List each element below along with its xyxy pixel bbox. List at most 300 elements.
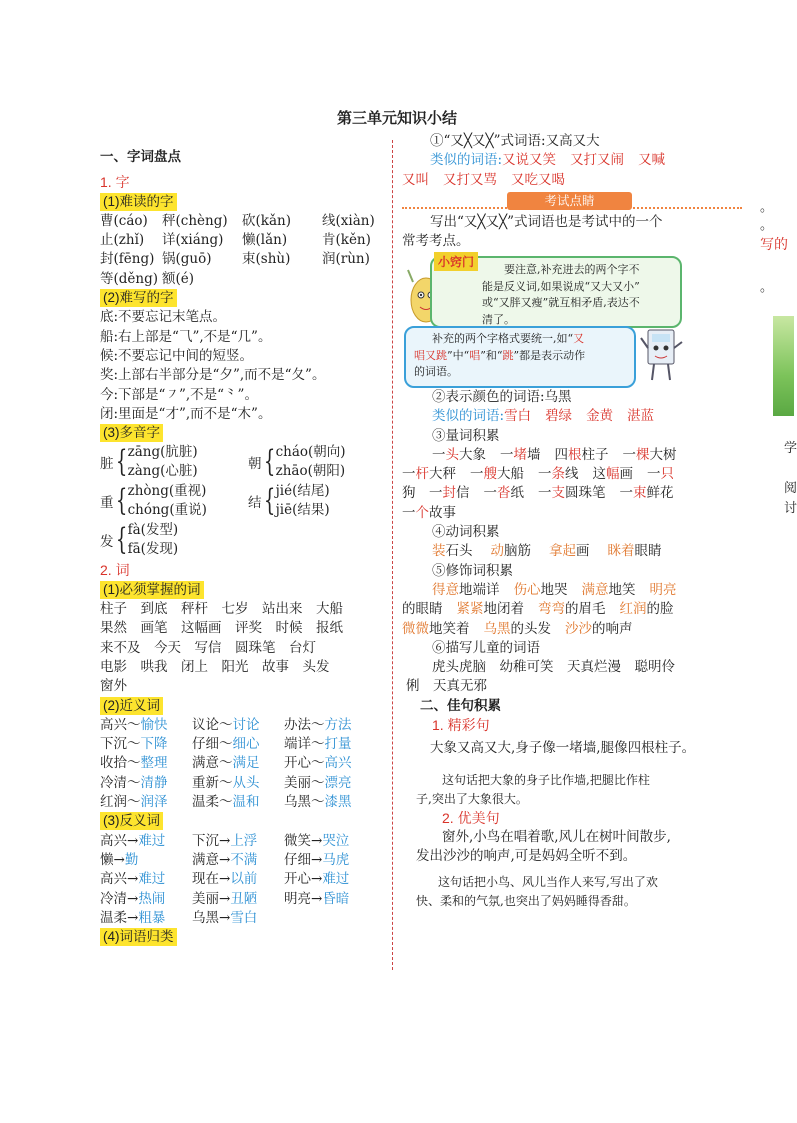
- word: 地笑: [608, 581, 636, 598]
- leisi-line: [402, 151, 742, 170]
- jinyi-list: [100, 716, 385, 812]
- right-column: [402, 132, 742, 190]
- char-item: 秤(chèng): [162, 212, 228, 229]
- fanyi-row: [100, 909, 385, 928]
- jinyi-pair: [192, 774, 284, 793]
- left-column: [100, 148, 385, 947]
- fanyi-row: [100, 851, 385, 870]
- duoyin-char: 朝: [248, 456, 262, 473]
- fanyi-pair: [284, 890, 374, 909]
- modifier: 沙沙: [565, 620, 592, 637]
- verb: 装: [432, 543, 446, 560]
- word: 微笑→: [284, 832, 323, 849]
- word: 昏暗: [322, 890, 350, 907]
- fanyi-row: [100, 870, 385, 889]
- jinyi-pair: [284, 716, 374, 735]
- word: 美丽～: [284, 774, 325, 791]
- word: 地闭着: [483, 601, 524, 618]
- word: 鲜花: [646, 485, 674, 502]
- word: 画: [576, 543, 590, 560]
- fanyi-pair: [100, 832, 192, 851]
- tip1-line: 或“又胖又瘦”就互相矛盾,表达不: [482, 296, 640, 309]
- char-item: 封(fēng): [100, 251, 155, 268]
- kaodian-line: 常考考点。: [402, 233, 470, 250]
- word: 下沉～: [100, 736, 141, 753]
- xiushi-row: [402, 600, 742, 619]
- word: 办法～: [284, 716, 325, 733]
- tip2-text: [406, 328, 634, 381]
- duoyin-block: [100, 443, 385, 561]
- jinyi-pair: [284, 754, 374, 773]
- word: 满足: [232, 755, 260, 772]
- bixu-row: 果然 画笔 这幅画 评奖 时候 报纸: [100, 620, 343, 637]
- fanyi-pair: [192, 870, 284, 889]
- verb: 眯着: [607, 543, 635, 560]
- word: 开心→: [284, 871, 323, 888]
- word: 哭泣: [322, 832, 350, 849]
- word: 下降: [140, 736, 168, 753]
- word: 的眼睛: [402, 601, 443, 618]
- word: 大树: [649, 446, 677, 463]
- modifier: 紧紧: [456, 601, 484, 618]
- word: 乌黑～: [284, 794, 325, 811]
- jinyi-pair: [192, 735, 284, 754]
- word: 地哭: [540, 581, 568, 598]
- word: 难过: [138, 871, 166, 888]
- word: 漆黑: [324, 794, 352, 811]
- word: 又喊: [638, 152, 666, 169]
- word: 一: [538, 485, 552, 502]
- edge-fragment: 。: [760, 200, 774, 215]
- fanyi-pair: [100, 909, 192, 928]
- word: 端详～: [284, 736, 325, 753]
- word: 一: [402, 466, 416, 483]
- jinyi-pair: [284, 735, 374, 754]
- measure-word: 根: [568, 446, 582, 463]
- word: 碧绿: [545, 408, 573, 425]
- word: 眼睛: [634, 543, 662, 560]
- word: 画: [619, 466, 633, 483]
- word: 又叫: [402, 171, 429, 188]
- word: 粗暴: [138, 909, 166, 926]
- word: 纸: [510, 485, 524, 502]
- measure-word: 堵: [513, 446, 527, 463]
- tip2-part: 补充的两个字格式要统一,如“: [432, 332, 574, 345]
- duoyin-jie: 结 { jié(结尾) jiē(结果): [248, 483, 330, 519]
- char-item: 肯(kěn): [322, 232, 371, 249]
- section-heading: 一、字词盘点: [100, 149, 181, 165]
- jcj-note: 子,突出了大象很大。: [416, 791, 528, 806]
- duoyin-reading: jié(结尾): [275, 483, 330, 500]
- fanyi-pair: [100, 890, 192, 909]
- ymj-note: 这句话把小鸟、风儿当作人来写,写出了欢: [438, 874, 658, 889]
- ymj-text: 发出沙沙的响声,可是妈妈全听不到。: [416, 848, 637, 865]
- label-duoyin: (3)多音字: [100, 424, 163, 442]
- duoyin-reading: zàng(心脏): [127, 463, 198, 480]
- word: 难过: [138, 832, 166, 849]
- word: 大象: [459, 446, 486, 463]
- word: 高兴: [324, 755, 352, 772]
- section-heading: 二、佳句积累: [420, 697, 501, 714]
- duoyin-char: 结: [248, 495, 262, 512]
- measure-word: 个: [415, 504, 429, 521]
- ertong-heading: ⑥描写儿童的词语: [432, 639, 540, 656]
- word: 明亮→: [284, 890, 323, 907]
- edge-fragment: 阅: [784, 481, 797, 496]
- word: 又吃又喝: [511, 171, 565, 188]
- duoyin-char: 发: [100, 534, 114, 551]
- word: 的头发: [510, 620, 551, 637]
- fanyi-list: [100, 832, 385, 928]
- word: 懒→: [100, 851, 125, 868]
- yanse-similar: [402, 407, 742, 426]
- word: 高兴→: [100, 832, 139, 849]
- jinyi-pair: [284, 793, 374, 812]
- char-item: 润(rùn): [322, 251, 370, 268]
- duoyin-char: 脏: [100, 456, 114, 473]
- label-bixu: (1)必须掌握的词: [100, 581, 204, 599]
- measure-word: 艘: [483, 466, 497, 483]
- word: 一: [619, 485, 633, 502]
- measure-word: 棵: [636, 446, 650, 463]
- word: 清静: [140, 774, 168, 791]
- jinyi-pair: [100, 774, 192, 793]
- measure-word: 条: [551, 466, 565, 483]
- word: 温柔→: [100, 909, 139, 926]
- nanxie-item: 今:下部是“㇇”,不是“⺀”。: [100, 386, 258, 403]
- subsection-heading: 1. 精彩句: [432, 717, 490, 734]
- word: 一: [432, 446, 446, 463]
- jinyi-pair: [100, 793, 192, 812]
- jcj-note: 这句话把大象的身子比作墙,把腿比作柱: [442, 772, 650, 787]
- char-item: 额(é): [162, 270, 195, 287]
- measure-word: 支: [551, 485, 565, 502]
- ymj-text: 窗外,小鸟在唱着歌,风儿在树叶间散步,: [442, 828, 671, 845]
- kaodian-text: [402, 213, 742, 252]
- nanxie-item: 候:不要忘记中间的短竖。: [100, 347, 254, 364]
- kaodian-tag: 考试点睛: [507, 192, 632, 210]
- edge-fragment: 讨: [784, 501, 797, 516]
- tip2-part: 唱又跳: [414, 348, 447, 362]
- edge-image: [773, 316, 794, 416]
- xiushi-list: [402, 581, 742, 639]
- nanxie-item: 底:不要忘记末笔点。: [100, 309, 227, 326]
- liangci-list: [402, 446, 742, 523]
- measure-word: 沓: [497, 485, 511, 502]
- label-jinyi: (2)近义词: [100, 697, 163, 715]
- modifier: 乌黑: [483, 620, 511, 637]
- measure-word: 束: [633, 485, 647, 502]
- char-item: 详(xiáng): [162, 232, 224, 249]
- modifier: 明亮: [649, 581, 677, 598]
- bixu-row: 窗外: [100, 678, 127, 695]
- word: 高兴→: [100, 871, 139, 888]
- word: 冷清～: [100, 774, 141, 791]
- word: 热闹: [138, 890, 166, 907]
- nanxie-item: 闭:里面是“才”,而不是“木”。: [100, 405, 272, 422]
- tip2-part: 又: [573, 332, 585, 345]
- word: 金黄: [586, 408, 614, 425]
- tip-box-2: [404, 326, 636, 388]
- word: 地笑着: [429, 620, 470, 637]
- yanse-line: ②表示颜色的词语:乌黑: [432, 389, 572, 405]
- duoyin-reading: zhòng(重视): [127, 483, 207, 500]
- jinyi-row: [100, 793, 385, 812]
- liangci-row: [402, 465, 742, 484]
- duoyin-zang: 脏 { zāng(肮脏) zàng(心脏): [100, 444, 198, 480]
- kaodian-line: 写出“又╳又╳”式词语也是考试中的一个: [430, 214, 663, 230]
- duoyin-chao: 朝 { cháo(朝向) zhāo(朝阳): [248, 444, 346, 480]
- fanyi-pair: [192, 832, 284, 851]
- word: 脑筋: [504, 543, 531, 560]
- nanxie-item: 奖:上部右半部分是“夕”,而不是“夂”。: [100, 367, 326, 384]
- book-character-icon: [640, 326, 684, 384]
- jcj-text: 大象又高又大,身子像一堵墙,腿像四根柱子。: [430, 740, 696, 757]
- tip2-part: 的词语。: [414, 365, 458, 378]
- ertong-line: 俐 天真无邪: [406, 678, 487, 695]
- word: 地端详: [459, 581, 500, 598]
- word: 雪白: [230, 909, 258, 926]
- duoyin-reading: zāng(肮脏): [127, 444, 198, 461]
- yanse-label: 类似的词语:: [432, 408, 505, 425]
- word: 狗 一: [402, 485, 443, 502]
- word: 故事: [429, 504, 456, 521]
- fanyi-pair: [192, 909, 284, 928]
- word: 满意～: [192, 755, 233, 772]
- word: 这: [592, 466, 606, 483]
- duoyin-reading: fà(发型): [127, 522, 179, 539]
- liangci-row: [402, 484, 742, 503]
- word: 信: [456, 485, 470, 502]
- char-item: 线(xiàn): [322, 212, 375, 229]
- word: 大船: [497, 466, 524, 483]
- jinyi-row: [100, 716, 385, 735]
- word: 美丽→: [192, 890, 231, 907]
- nandu-row: [100, 212, 385, 231]
- modifier: 微微: [402, 620, 429, 637]
- nanxie-item: 船:右上部是“⺄”,不是“几”。: [100, 328, 272, 345]
- word: 一: [622, 446, 636, 463]
- tip2-part: 唱: [469, 348, 481, 362]
- jinyi-row: [100, 774, 385, 793]
- char-item: 束(shù): [242, 251, 291, 268]
- char-item: 止(zhǐ): [100, 232, 145, 249]
- tip1-line: 要注意,补充进去的两个字不: [504, 263, 640, 276]
- fanyi-pair: [284, 832, 374, 851]
- word: 雪白: [504, 408, 532, 425]
- word: 马虎: [322, 851, 350, 868]
- word: 整理: [140, 755, 168, 772]
- verb: 拿起: [549, 543, 576, 560]
- jinyi-pair: [192, 793, 284, 812]
- leisi-line-2: [402, 171, 742, 190]
- modifier: 弯弯: [538, 601, 565, 618]
- word: 又说又笑: [502, 152, 557, 169]
- word: 温柔～: [192, 794, 233, 811]
- modifier: 得意: [432, 581, 459, 598]
- jinyi-row: [100, 754, 385, 773]
- word: 的响声: [592, 620, 633, 637]
- verb: 动: [490, 543, 504, 560]
- word: 重新～: [192, 774, 233, 791]
- word: 线: [565, 466, 579, 483]
- fanyi-pair: [100, 851, 192, 870]
- bixu-list: [100, 600, 385, 696]
- word: 一: [402, 504, 416, 521]
- word: 一: [470, 466, 484, 483]
- word: 一: [483, 485, 497, 502]
- nandu-row: [100, 231, 385, 250]
- bixu-row: 电影 哄我 闭上 阳光 故事 头发: [100, 658, 330, 675]
- word: 下沉→: [192, 832, 231, 849]
- measure-word: 幅: [606, 466, 620, 483]
- nanxie-list: [100, 308, 385, 424]
- dongci-list: [402, 542, 742, 561]
- tip1-line: 能是反义词,如果说成“又大又小”: [482, 279, 640, 293]
- measure-word: 封: [442, 485, 456, 502]
- word: 不满: [230, 851, 258, 868]
- fanyi-pair: [284, 870, 374, 889]
- duoyin-reading: jiē(结果): [275, 502, 330, 519]
- xiaoqiao-label: 小窍门: [434, 252, 478, 271]
- jinyi-pair: [192, 716, 284, 735]
- subsection-heading: 2. 词: [100, 562, 130, 579]
- fanyi-pair: [100, 870, 192, 889]
- duoyin-reading: fā(发现): [127, 541, 179, 558]
- word: 从头: [232, 774, 260, 791]
- dongci-heading: ④动词积累: [432, 524, 500, 541]
- fanyi-row: [100, 890, 385, 909]
- char-item: 懒(lǎn): [242, 232, 288, 249]
- modifier: 红润: [619, 601, 647, 618]
- measure-word: 杆: [415, 466, 429, 483]
- jinyi-pair: [100, 754, 192, 773]
- liangci-row: [402, 446, 742, 465]
- word: 柱子: [581, 446, 609, 463]
- edge-fragment: 写的: [760, 237, 788, 253]
- word: 的脸: [646, 601, 674, 618]
- nandu-list: [100, 212, 385, 289]
- kaodian-banner: [402, 191, 742, 211]
- liangci-heading: ③量词积累: [432, 427, 500, 444]
- word: 打量: [324, 736, 352, 753]
- word: 满意→: [192, 851, 231, 868]
- youyou-line: ①“又╳又╳”式词语:又高又大: [430, 133, 600, 149]
- char-item: 锅(guō): [162, 251, 212, 268]
- word: 圆珠笔: [565, 485, 606, 502]
- measure-word: 头: [445, 446, 459, 463]
- bixu-row: 柱子 到底 秤杆 七岁 站出来 大船: [100, 601, 343, 618]
- label-guilei: (4)词语归类: [100, 928, 177, 946]
- word: 湛蓝: [627, 408, 655, 425]
- modifier: 伤心: [513, 581, 541, 598]
- xiushi-row: [402, 620, 742, 639]
- tip2-part: 跳: [502, 348, 514, 362]
- word: 红润～: [100, 794, 141, 811]
- tip2-part: ”都是表示动作: [513, 348, 586, 362]
- word: 勤: [124, 851, 139, 868]
- char-item: 砍(kǎn): [242, 212, 291, 229]
- char-item: 曹(cáo): [100, 212, 148, 229]
- bixu-row: 来不及 今天 写信 圆珠笔 台灯: [100, 639, 316, 656]
- word: 又打又闹: [570, 152, 625, 169]
- word: 现在→: [192, 871, 231, 888]
- word: 仔细～: [192, 736, 233, 753]
- xiushi-row: [402, 581, 742, 600]
- word: 一: [500, 446, 514, 463]
- tip1-line: 清了。: [482, 312, 515, 326]
- measure-word: 只: [660, 466, 674, 483]
- word: 冷清→: [100, 890, 139, 907]
- leisi-label: 类似的词语:: [430, 152, 503, 169]
- word: 仔细→: [284, 851, 323, 868]
- word: 漂亮: [324, 774, 352, 791]
- page-title: 第三单元知识小结: [336, 109, 457, 127]
- word: 大秤: [429, 466, 456, 483]
- word: 温和: [232, 794, 260, 811]
- jinyi-pair: [192, 754, 284, 773]
- label-nanxie: (2)难写的字: [100, 289, 177, 307]
- jinyi-pair: [100, 716, 192, 735]
- word: 丑陋: [230, 890, 258, 907]
- duoyin-fa: 发 { fà(发型) fā(发现): [100, 522, 179, 558]
- word: 四: [554, 446, 568, 463]
- word: 乌黑→: [192, 909, 231, 926]
- liangci-row: [402, 504, 742, 523]
- fanyi-row: [100, 832, 385, 851]
- word: 开心～: [284, 755, 325, 772]
- edge-fragment: 学: [784, 441, 797, 456]
- word: 难过: [322, 871, 350, 888]
- duoyin-zhong: 重 { zhòng(重视) chóng(重说): [100, 483, 207, 519]
- edge-fragment: 。: [760, 218, 774, 233]
- word: 润泽: [140, 794, 168, 811]
- duoyin-char: 重: [100, 495, 114, 512]
- char-item: 等(děng): [100, 270, 159, 287]
- word: 收拾～: [100, 755, 141, 772]
- word: 上浮: [230, 832, 258, 849]
- jinyi-row: [100, 735, 385, 754]
- word: 一: [647, 466, 661, 483]
- word: 以前: [230, 871, 258, 888]
- jinyi-pair: [100, 735, 192, 754]
- word: 又打又骂: [443, 171, 497, 188]
- label-nandu: (1)难读的字: [100, 193, 177, 211]
- word: 方法: [324, 716, 352, 733]
- tip2-part: ”中“: [447, 348, 470, 362]
- word: 愉快: [140, 716, 168, 733]
- word: 一: [538, 466, 552, 483]
- fanyi-pair: [192, 851, 284, 870]
- subsection-heading: 2. 优美句: [442, 809, 500, 826]
- word: 议论～: [192, 716, 233, 733]
- ymj-note: 快、柔和的气氛,也突出了妈妈睡得香甜。: [416, 893, 636, 908]
- xiushi-heading: ⑤修饰词积累: [432, 562, 513, 579]
- word: 细心: [232, 736, 260, 753]
- label-fanyi: (3)反义词: [100, 812, 163, 830]
- duoyin-reading: chóng(重说): [127, 502, 207, 519]
- fanyi-pair: [284, 851, 374, 870]
- edge-fragment: 。: [760, 280, 774, 295]
- jinyi-pair: [284, 774, 374, 793]
- modifier: 满意: [581, 581, 609, 598]
- tip2-part: ”和“: [480, 348, 503, 362]
- duoyin-reading: zhāo(朝阳): [275, 463, 346, 480]
- subsection-heading: 1. 字: [100, 174, 130, 191]
- fanyi-pair: [192, 890, 284, 909]
- nandu-row: [100, 270, 385, 289]
- word: 石头: [445, 543, 473, 560]
